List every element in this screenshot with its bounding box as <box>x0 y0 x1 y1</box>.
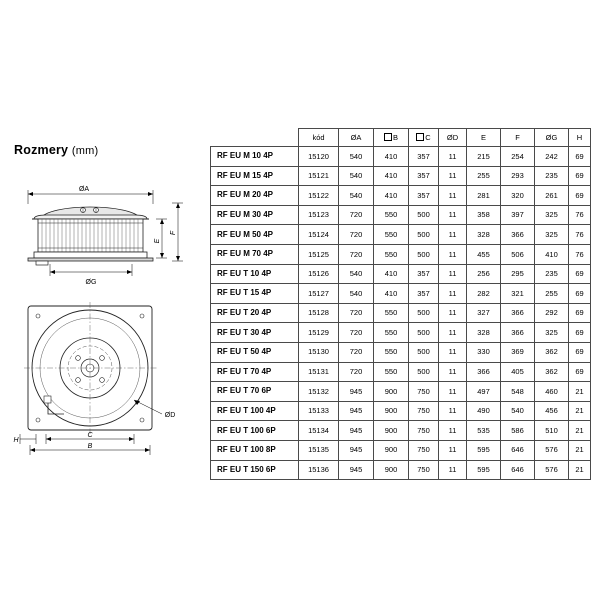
cell-h: 21 <box>569 401 591 421</box>
cell-h: 21 <box>569 460 591 480</box>
cell-d: 11 <box>439 362 467 382</box>
cell-g: 235 <box>535 264 569 284</box>
cell-g: 325 <box>535 205 569 225</box>
cell-b: 900 <box>374 382 409 402</box>
cell-model: RF EU T 70 6P <box>211 382 299 402</box>
cell-e: 255 <box>467 166 501 186</box>
cell-c: 357 <box>409 147 439 167</box>
cell-a: 540 <box>339 147 374 167</box>
drawing-title <box>14 143 98 157</box>
cell-a: 945 <box>339 382 374 402</box>
table-row[interactable] <box>211 362 591 382</box>
cell-c: 750 <box>409 401 439 421</box>
cell-model: RF EU M 30 4P <box>211 205 299 225</box>
cell-c: 500 <box>409 244 439 264</box>
cell-f: 369 <box>501 342 535 362</box>
cell-e: 358 <box>467 205 501 225</box>
cell-d: 11 <box>439 244 467 264</box>
cell-c: 357 <box>409 166 439 186</box>
technical-drawing-panel <box>0 0 210 600</box>
cell-model: RF EU M 50 4P <box>211 225 299 245</box>
cell-d: 11 <box>439 303 467 323</box>
cell-d: 11 <box>439 284 467 304</box>
cell-d: 11 <box>439 205 467 225</box>
cell-f: 405 <box>501 362 535 382</box>
cell-d: 11 <box>439 460 467 480</box>
cell-a: 720 <box>339 303 374 323</box>
square-b-icon <box>384 133 392 141</box>
cell-a: 720 <box>339 323 374 343</box>
cell-f: 366 <box>501 303 535 323</box>
cell-kod: 15127 <box>299 284 339 304</box>
cell-g: 362 <box>535 342 569 362</box>
cell-h: 21 <box>569 440 591 460</box>
cell-h: 76 <box>569 225 591 245</box>
cell-model: RF EU M 20 4P <box>211 186 299 206</box>
cell-a: 720 <box>339 362 374 382</box>
cell-e: 328 <box>467 323 501 343</box>
table-row[interactable] <box>211 264 591 284</box>
table-row[interactable] <box>211 421 591 441</box>
cell-a: 945 <box>339 440 374 460</box>
cell-b: 900 <box>374 421 409 441</box>
cell-f: 321 <box>501 284 535 304</box>
label-diameter-d: ØD <box>164 412 176 419</box>
cell-h: 69 <box>569 362 591 382</box>
cell-f: 586 <box>501 421 535 441</box>
cell-b: 410 <box>374 186 409 206</box>
cell-e: 497 <box>467 382 501 402</box>
table-row[interactable] <box>211 186 591 206</box>
cell-e: 595 <box>467 440 501 460</box>
cell-g: 460 <box>535 382 569 402</box>
cell-e: 595 <box>467 460 501 480</box>
cell-b: 410 <box>374 284 409 304</box>
cell-f: 320 <box>501 186 535 206</box>
cell-d: 11 <box>439 401 467 421</box>
cell-g: 325 <box>535 323 569 343</box>
cell-d: 11 <box>439 166 467 186</box>
specification-table <box>210 128 591 480</box>
cell-a: 540 <box>339 284 374 304</box>
cell-b: 550 <box>374 303 409 323</box>
cell-model: RF EU T 100 8P <box>211 440 299 460</box>
header-diameter-g: ØG <box>535 129 569 147</box>
cell-d: 11 <box>439 440 467 460</box>
cell-h: 21 <box>569 421 591 441</box>
cell-model: RF EU M 70 4P <box>211 244 299 264</box>
cell-model: RF EU M 10 4P <box>211 147 299 167</box>
cell-c: 500 <box>409 303 439 323</box>
cell-model: RF EU T 10 4P <box>211 264 299 284</box>
header-e: E <box>467 129 501 147</box>
cell-model: RF EU T 50 4P <box>211 342 299 362</box>
cell-f: 254 <box>501 147 535 167</box>
cell-g: 410 <box>535 244 569 264</box>
cell-f: 646 <box>501 440 535 460</box>
plan-top-view <box>10 296 200 461</box>
cell-a: 945 <box>339 421 374 441</box>
cell-h: 69 <box>569 342 591 362</box>
cell-h: 76 <box>569 205 591 225</box>
cell-f: 366 <box>501 225 535 245</box>
cell-e: 282 <box>467 284 501 304</box>
table-row[interactable] <box>211 225 591 245</box>
cell-g: 292 <box>535 303 569 323</box>
side-elevation-view <box>10 172 200 292</box>
cell-kod: 15133 <box>299 401 339 421</box>
table-row[interactable] <box>211 401 591 421</box>
header-h: H <box>569 129 591 147</box>
header-b-text: B <box>392 133 398 143</box>
cell-h: 69 <box>569 166 591 186</box>
label-dimension-h: H <box>13 437 19 444</box>
cell-f: 540 <box>501 401 535 421</box>
cell-kod: 15134 <box>299 421 339 441</box>
header-f: F <box>501 129 535 147</box>
table-row[interactable] <box>211 440 591 460</box>
cell-kod: 15125 <box>299 244 339 264</box>
cell-model: RF EU T 15 4P <box>211 284 299 304</box>
cell-kod: 15129 <box>299 323 339 343</box>
label-dimension-f: F <box>170 230 177 236</box>
cell-e: 455 <box>467 244 501 264</box>
cell-b: 410 <box>374 166 409 186</box>
cell-b: 900 <box>374 440 409 460</box>
cell-a: 540 <box>339 186 374 206</box>
cell-b: 550 <box>374 342 409 362</box>
cell-c: 750 <box>409 421 439 441</box>
drawing-title-text: Rozmery <box>14 143 69 157</box>
cell-g: 576 <box>535 440 569 460</box>
label-dimension-b: B <box>87 443 93 450</box>
square-c-icon <box>416 133 424 141</box>
cell-model: RF EU T 20 4P <box>211 303 299 323</box>
cell-h: 69 <box>569 284 591 304</box>
cell-a: 720 <box>339 244 374 264</box>
cell-kod: 15122 <box>299 186 339 206</box>
cell-b: 550 <box>374 323 409 343</box>
table-header-row <box>211 129 591 147</box>
header-b <box>374 129 409 147</box>
cell-d: 11 <box>439 421 467 441</box>
cell-kod: 15132 <box>299 382 339 402</box>
table-row[interactable] <box>211 460 591 480</box>
cell-e: 490 <box>467 401 501 421</box>
cell-c: 357 <box>409 284 439 304</box>
cell-e: 327 <box>467 303 501 323</box>
cell-h: 69 <box>569 186 591 206</box>
table-row[interactable] <box>211 342 591 362</box>
cell-b: 550 <box>374 244 409 264</box>
specification-table-container <box>210 128 590 480</box>
cell-g: 261 <box>535 186 569 206</box>
cell-d: 11 <box>439 342 467 362</box>
cell-g: 235 <box>535 166 569 186</box>
cell-model: RF EU T 150 6P <box>211 460 299 480</box>
cell-c: 500 <box>409 342 439 362</box>
cell-g: 456 <box>535 401 569 421</box>
cell-f: 506 <box>501 244 535 264</box>
cell-a: 720 <box>339 225 374 245</box>
cell-b: 550 <box>374 362 409 382</box>
cell-f: 293 <box>501 166 535 186</box>
cell-kod: 15124 <box>299 225 339 245</box>
cell-c: 750 <box>409 440 439 460</box>
cell-e: 330 <box>467 342 501 362</box>
cell-kod: 15120 <box>299 147 339 167</box>
table-header <box>211 129 591 147</box>
cell-c: 500 <box>409 225 439 245</box>
cell-model: RF EU T 70 4P <box>211 362 299 382</box>
cell-e: 281 <box>467 186 501 206</box>
cell-f: 548 <box>501 382 535 402</box>
cell-h: 76 <box>569 244 591 264</box>
cell-c: 500 <box>409 323 439 343</box>
table-row[interactable] <box>211 147 591 167</box>
cell-kod: 15135 <box>299 440 339 460</box>
label-dimension-e: E <box>154 238 161 244</box>
cell-model: RF EU T 30 4P <box>211 323 299 343</box>
cell-h: 69 <box>569 303 591 323</box>
header-diameter-a: ØA <box>339 129 374 147</box>
cell-h: 69 <box>569 323 591 343</box>
cell-model: RF EU M 15 4P <box>211 166 299 186</box>
cell-g: 576 <box>535 460 569 480</box>
cell-e: 328 <box>467 225 501 245</box>
cell-d: 11 <box>439 225 467 245</box>
cell-g: 362 <box>535 362 569 382</box>
cell-b: 900 <box>374 460 409 480</box>
header-c-text: C <box>425 133 431 143</box>
cell-c: 750 <box>409 460 439 480</box>
cell-e: 366 <box>467 362 501 382</box>
header-c <box>409 129 439 147</box>
cell-g: 325 <box>535 225 569 245</box>
cell-h: 21 <box>569 382 591 402</box>
cell-c: 500 <box>409 205 439 225</box>
label-dimension-c: C <box>87 432 93 439</box>
cell-e: 256 <box>467 264 501 284</box>
cell-kod: 15123 <box>299 205 339 225</box>
cell-model: RF EU T 100 6P <box>211 421 299 441</box>
cell-f: 295 <box>501 264 535 284</box>
drawing-unit: (mm) <box>71 145 99 157</box>
cell-h: 69 <box>569 264 591 284</box>
cell-b: 410 <box>374 264 409 284</box>
label-diameter-a: ØA <box>78 186 90 193</box>
table-row[interactable] <box>211 284 591 304</box>
cell-d: 11 <box>439 323 467 343</box>
cell-c: 750 <box>409 382 439 402</box>
cell-c: 357 <box>409 264 439 284</box>
cell-kod: 15136 <box>299 460 339 480</box>
cell-d: 11 <box>439 147 467 167</box>
cell-g: 242 <box>535 147 569 167</box>
cell-kod: 15131 <box>299 362 339 382</box>
table-body <box>211 147 591 480</box>
cell-kod: 15121 <box>299 166 339 186</box>
cell-a: 540 <box>339 264 374 284</box>
cell-a: 945 <box>339 401 374 421</box>
cell-f: 646 <box>501 460 535 480</box>
cell-kod: 15128 <box>299 303 339 323</box>
cell-g: 510 <box>535 421 569 441</box>
table-row[interactable] <box>211 382 591 402</box>
cell-d: 11 <box>439 264 467 284</box>
header-diameter-d: ØD <box>439 129 467 147</box>
cell-d: 11 <box>439 382 467 402</box>
cell-e: 535 <box>467 421 501 441</box>
table-row[interactable] <box>211 205 591 225</box>
table-row[interactable] <box>211 166 591 186</box>
cell-a: 720 <box>339 342 374 362</box>
cell-a: 540 <box>339 166 374 186</box>
cell-g: 255 <box>535 284 569 304</box>
cell-f: 397 <box>501 205 535 225</box>
header-kod: kód <box>299 129 339 147</box>
table-row[interactable] <box>211 303 591 323</box>
cell-d: 11 <box>439 186 467 206</box>
cell-b: 550 <box>374 225 409 245</box>
cell-f: 366 <box>501 323 535 343</box>
cell-kod: 15130 <box>299 342 339 362</box>
cell-c: 500 <box>409 362 439 382</box>
cell-c: 357 <box>409 186 439 206</box>
cell-kod: 15126 <box>299 264 339 284</box>
table-row[interactable] <box>211 323 591 343</box>
cell-b: 900 <box>374 401 409 421</box>
cell-h: 69 <box>569 147 591 167</box>
cell-a: 720 <box>339 205 374 225</box>
cell-a: 945 <box>339 460 374 480</box>
header-model <box>211 129 299 147</box>
cell-b: 550 <box>374 205 409 225</box>
label-diameter-g: ØG <box>85 279 97 286</box>
cell-model: RF EU T 100 4P <box>211 401 299 421</box>
table-row[interactable] <box>211 244 591 264</box>
cell-b: 410 <box>374 147 409 167</box>
cell-e: 215 <box>467 147 501 167</box>
